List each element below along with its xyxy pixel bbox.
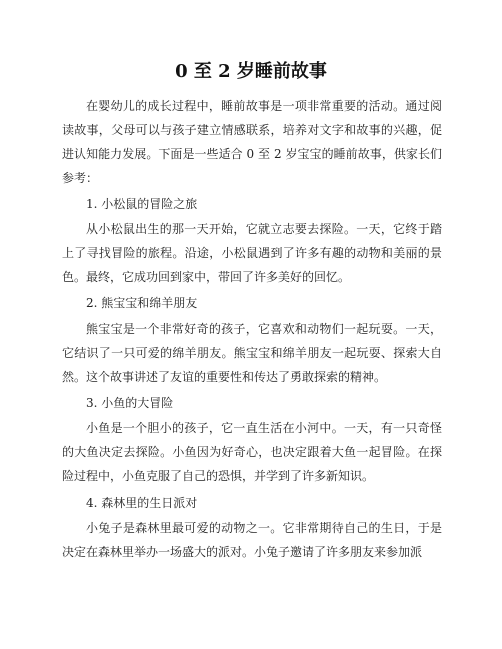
story-1-paragraph: 从小松鼠出生的那一天开始，它就立志要去探险。一天，它终于踏上了寻找冒险的旅程。沿途，小松鼠遇到了许多有趣的动物和美丽的景色。最终，它成功回到家中，带回了许多美好的回忆。 <box>62 222 442 284</box>
story-2-paragraph: 熊宝宝是一个非常好奇的孩子，它喜欢和动物们一起玩耍。一天，它结识了一只可爱的绵羊朋友。熊宝宝和绵羊朋友一起玩耍、探索大自然。这个故事讲述了友谊的重要性和传达了勇敢探索的精神。 <box>62 322 442 384</box>
story-3-paragraph: 小鱼是一个胆小的孩子，它一直生活在小河中。一天，有一只奇怪的大鱼决定去探险。小鱼因为好奇心，也决定跟着大鱼一起冒险。在探险过程中，小鱼克服了自己的恐惧，并学到了许多新知识。 <box>62 421 442 483</box>
story-4-paragraph: 小兔子是森林里最可爱的动物之一。它非常期待自己的生日，于是决定在森林里举办一场盛大的派对。小兔子邀请了许多朋友来参加派 <box>62 521 442 559</box>
story-4-heading: 4. 森林里的生日派对 <box>86 496 198 510</box>
story-3-heading: 3. 小鱼的大冒险 <box>86 396 174 410</box>
story-2-heading: 2. 熊宝宝和绵羊朋友 <box>86 296 198 310</box>
document-title: 0 至 2 岁睡前故事 <box>175 61 327 82</box>
intro-paragraph: 在婴幼儿的成长过程中，睡前故事是一项非常重要的活动。通过阅读故事，父母可以与孩子建立情感联系，培养对文字和故事的兴趣，促进认知能力发展。下面是一些适合 0 至 2 岁宝宝的睡前故事，供家长们参考： <box>62 99 442 185</box>
story-1-heading: 1. 小松鼠的冒险之旅 <box>86 197 198 211</box>
